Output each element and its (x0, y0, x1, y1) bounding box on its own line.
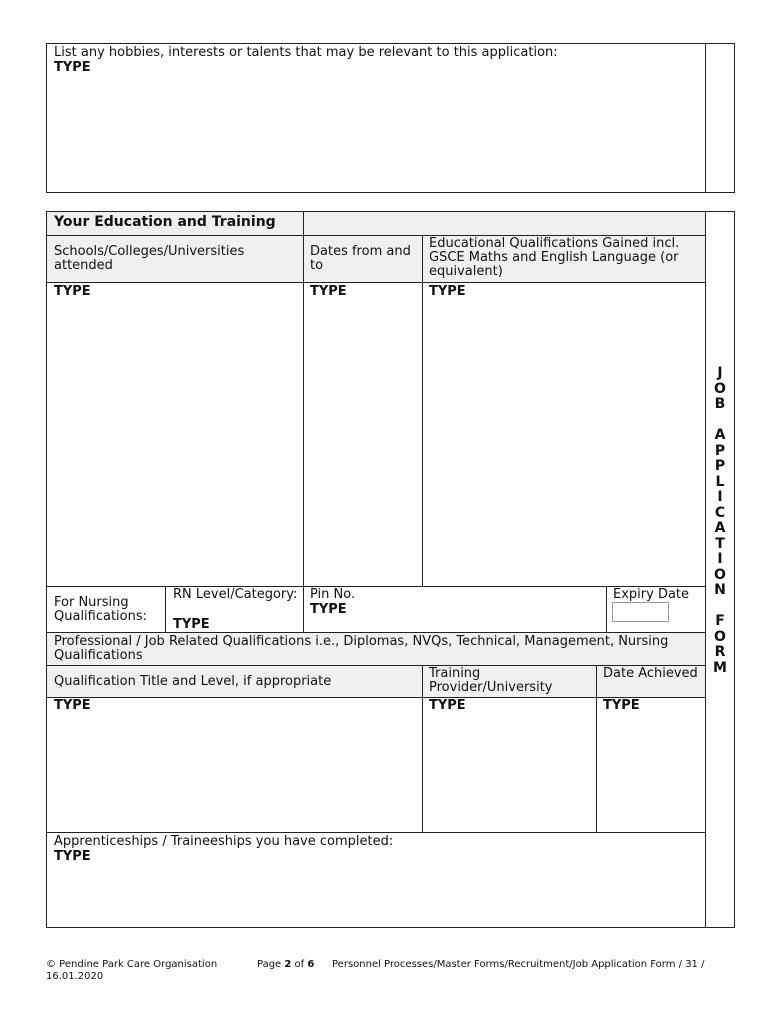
rn-level-input[interactable]: TYPE (173, 617, 210, 632)
sidebar-letter: O (714, 628, 726, 645)
job-application-form-sidebar (705, 366, 735, 676)
col-provider-header: Training Provider/University (429, 666, 553, 695)
footer-page-prefix: Page (257, 959, 285, 970)
col-header-bottom (46, 282, 705, 283)
schools-input[interactable]: TYPE (54, 284, 91, 299)
sidebar-letter: F (715, 613, 725, 629)
hobbies-input[interactable]: TYPE (54, 60, 91, 75)
prof-divider-1 (422, 665, 423, 832)
hobbies-side-divider (705, 43, 706, 193)
sidebar-letter: J (717, 365, 723, 381)
sidebar-letter: I (717, 551, 723, 567)
quals-input[interactable]: TYPE (429, 284, 466, 299)
pin-input[interactable]: TYPE (310, 602, 347, 617)
footer-org-name: © Pendine Park Care Organisation (46, 959, 218, 970)
sidebar-letter: N (714, 582, 726, 598)
pin-label: Pin No. (310, 587, 356, 602)
footer-path: Personnel Processes/Master Forms/Recruitment/Job Application Form / 31 / (332, 959, 705, 970)
col-qual-title-header: Qualification Title and Level, if appropriate (54, 674, 332, 689)
apprenticeships-label: Apprenticeships / Traineeships you have completed: (54, 834, 394, 849)
footer-date: 16.01.2020 (46, 971, 104, 982)
col-schools-header: Schools/Colleges/Universities attended (54, 244, 245, 273)
edu-divider-2 (422, 235, 423, 586)
apprenticeships-top (46, 832, 705, 833)
col-dates-header: Dates from and to (310, 244, 411, 273)
nursing-label: For Nursing Qualifications: (54, 595, 148, 624)
sidebar-letter: P (714, 458, 726, 474)
sidebar-letter: O (714, 566, 726, 583)
sidebar-letter: L (715, 473, 725, 490)
sidebar-letter: P (714, 442, 726, 459)
sidebar-letter (705, 413, 735, 429)
sidebar-letter: M (713, 659, 727, 676)
footer-org (46, 959, 246, 983)
footer-page (257, 959, 314, 971)
sidebar-letter: I (717, 489, 723, 505)
expiry-label: Expiry Date (613, 587, 690, 602)
sidebar-letter: O (714, 380, 726, 397)
footer-page-num: 2 (284, 959, 292, 970)
provider-input[interactable]: TYPE (429, 698, 466, 713)
education-title: Your Education and Training (54, 214, 276, 230)
professional-label: Professional / Job Related Qualifications i.e., Diplomas, NVQs, Technical, Management, Nursing Qualifications (54, 634, 669, 663)
sidebar-letter: R (714, 644, 726, 660)
footer-page-of: of (291, 959, 308, 970)
apprenticeships-input[interactable]: TYPE (54, 849, 91, 864)
sidebar-letter: T (715, 535, 725, 552)
dates-input[interactable]: TYPE (310, 284, 347, 299)
nursing-divider-1 (165, 586, 166, 632)
hobbies-label: List any hobbies, interests or talents that may be relevant to this application: (54, 45, 558, 60)
footer-page-total: 6 (307, 959, 315, 970)
expiry-date-input[interactable] (612, 602, 669, 622)
sidebar-letter (705, 599, 735, 615)
sidebar-letter: B (714, 396, 726, 412)
col-date-header: Date Achieved (603, 666, 698, 681)
prof-divider-2 (596, 665, 597, 832)
qual-title-input[interactable]: TYPE (54, 698, 91, 713)
col-quals-header: Educational Qualifications Gained incl. GSCE Maths and English Language (or equivalent) (429, 236, 680, 279)
edu-divider-1 (303, 235, 304, 632)
title-divider (303, 211, 304, 235)
date-achieved-input[interactable]: TYPE (603, 698, 640, 713)
rn-level-label: RN Level/Category: (173, 587, 298, 602)
sidebar-letter: A (714, 427, 726, 443)
sidebar-letter: C (714, 504, 726, 521)
sidebar-letter: A (714, 520, 726, 536)
nursing-divider-3 (606, 586, 607, 632)
